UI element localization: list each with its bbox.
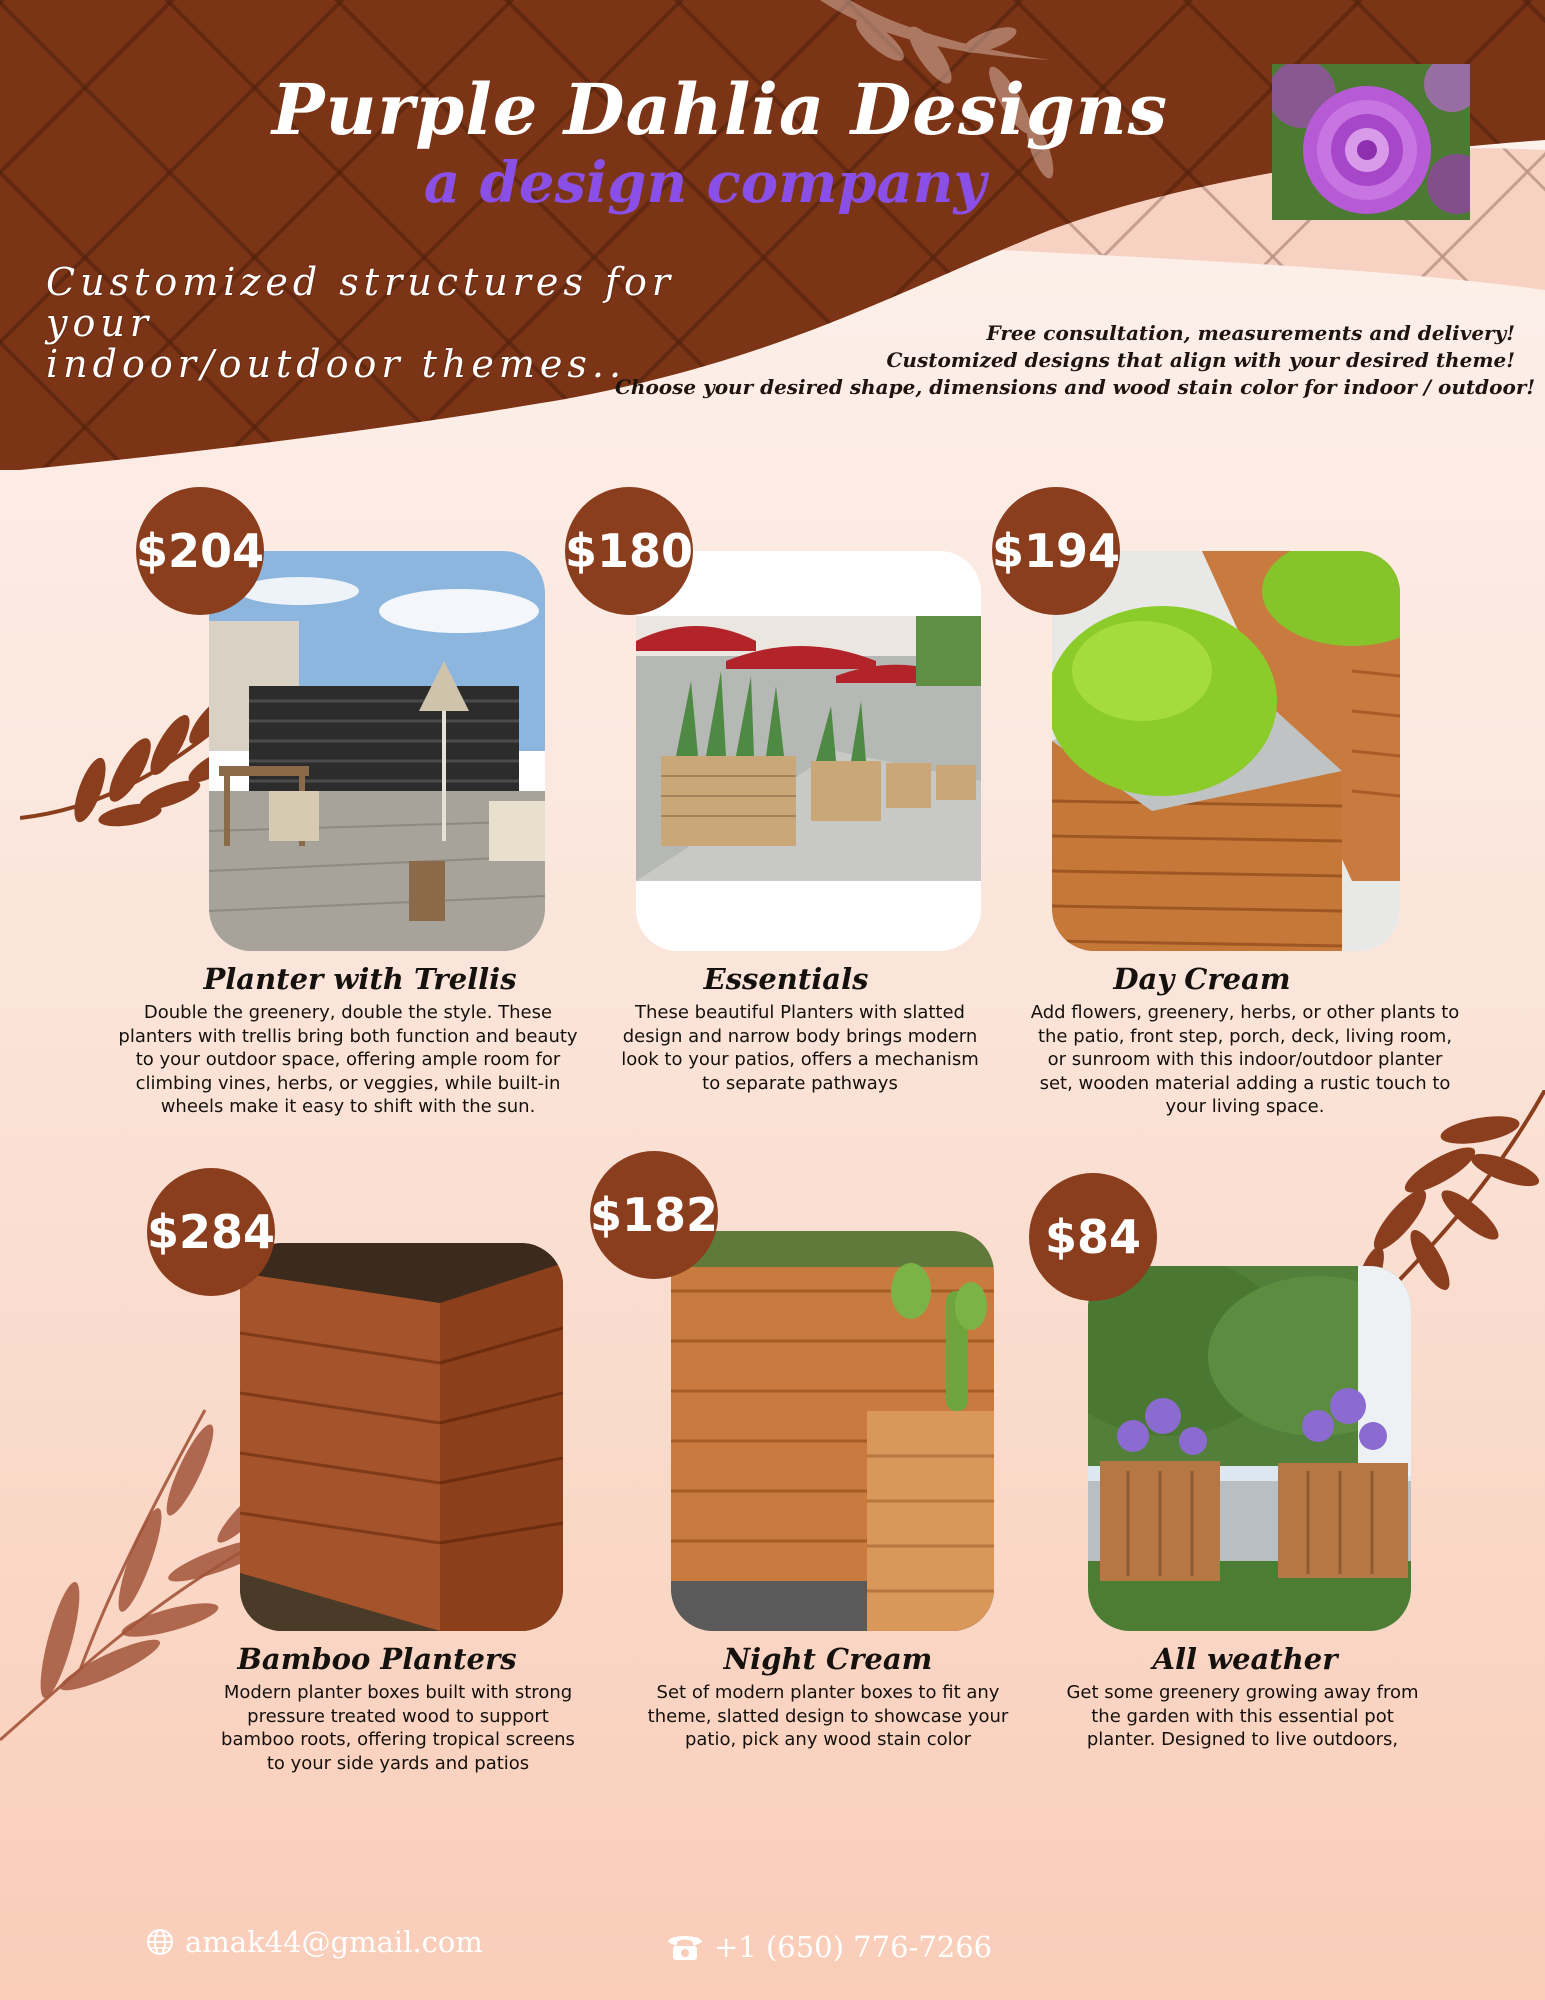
brand-title: Purple Dahlia Designs — [271, 68, 1169, 151]
product-description: Modern planter boxes built with strong pressure treated wood to support bamboo roots, offering tropical screens to your side yards and patios — [221, 1682, 575, 1774]
product-title: Day Cream — [1113, 962, 1291, 996]
price-badge: $284 — [147, 1168, 275, 1296]
product-description: These beautiful Planters with slatted design and narrow body brings modern look to your patios, offers a mechanism to separate pathways — [621, 1002, 979, 1094]
feature-item: Choose your desired shape, dimensions and wood stain color for indoor / outdoor! — [615, 375, 1536, 399]
price-badge: $194 — [992, 487, 1120, 615]
brand-subtitle: a design company — [423, 150, 987, 216]
product-description: Double the greenery, double the style. These planters with trellis bring both function and beauty to your outdoor space, offering ample room for climbing vines, herbs, or veggies, while built-in wheels make it easy to shift with the sun. — [118, 1002, 578, 1117]
price-badge: $182 — [590, 1151, 718, 1279]
product-description: Set of modern planter boxes to fit any theme, slatted design to showcase your patio, pick any wood stain color — [647, 1682, 1009, 1750]
dahlia-photo — [1272, 64, 1470, 220]
telephone-icon — [666, 1932, 704, 1962]
feature-item: Customized designs that align with your desired theme! — [886, 348, 1515, 372]
contact-phone[interactable] — [666, 1930, 992, 1964]
product-photo — [636, 551, 981, 951]
product-photo — [209, 551, 545, 951]
contact-email[interactable] — [145, 1925, 483, 1959]
tagline-line: indoor/outdoor themes.. — [46, 342, 627, 386]
product-photo — [671, 1231, 994, 1631]
globe-icon — [145, 1927, 175, 1957]
phone-number: +1 (650) 776-7266 — [714, 1930, 993, 1964]
product-description: Add flowers, greenery, herbs, or other plants to the patio, front step, porch, deck, living room, or sunroom with this indoor/outdoor planter set, wooden material adding a rustic touch to your living space. — [1030, 1002, 1460, 1117]
feature-list — [615, 320, 1536, 401]
product-title: Night Cream — [723, 1642, 933, 1676]
product-title: All weather — [1152, 1642, 1338, 1676]
product-title: Essentials — [703, 962, 869, 996]
product-photo — [240, 1243, 563, 1631]
product-photo — [1088, 1266, 1411, 1631]
product-photo — [1052, 551, 1400, 951]
price-badge: $180 — [565, 487, 693, 615]
product-title: Planter with Trellis — [203, 962, 517, 996]
price-badge: $84 — [1029, 1173, 1157, 1301]
price-badge: $204 — [136, 487, 264, 615]
feature-item: Free consultation, measurements and delivery! — [986, 321, 1515, 345]
product-title: Bamboo Planters — [237, 1642, 517, 1676]
product-description: Get some greenery growing away from the garden with this essential pot planter. Designed to live outdoors, — [1066, 1682, 1419, 1750]
tagline-line: Customized structures for your — [46, 260, 676, 345]
email-address: amak44@gmail.com — [185, 1925, 483, 1959]
